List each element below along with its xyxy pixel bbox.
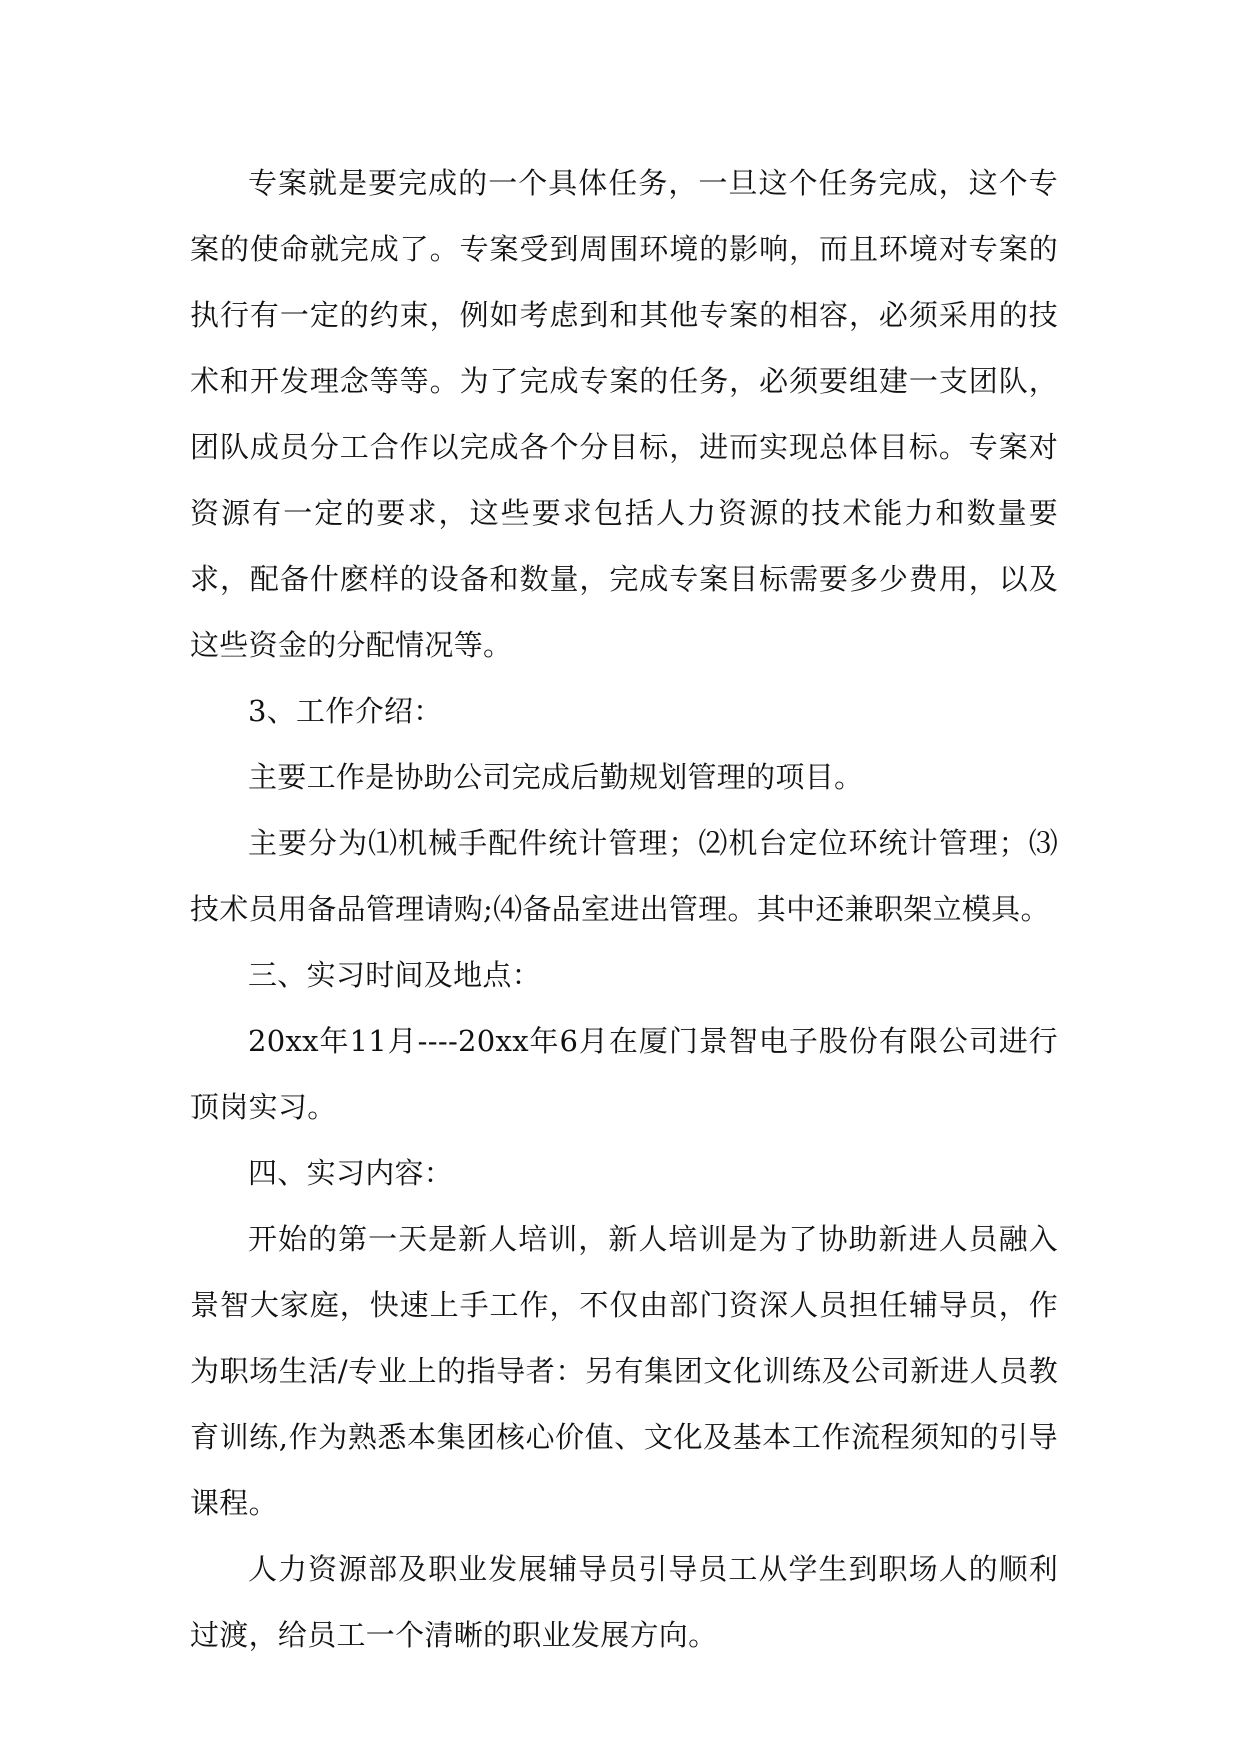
heading-work-introduction: 3、工作介绍：: [248, 694, 443, 728]
paragraph-career-guidance: 人力资源部及职业发展辅导员引导员工从学生到职场人的顺利过渡，给员工一个清晰的职业发展方向。: [190, 1552, 1058, 1652]
heading-internship-content: 四、实习内容：: [248, 1156, 454, 1190]
document-body: [190, 150, 1058, 1668]
paragraph-work-breakdown: 主要分为⑴机械手配件统计管理；⑵机台定位环统计管理；⑶技术员用备品管理请购;⑷备品室进出管理。其中还兼职架立模具。: [190, 826, 1058, 926]
paragraph-main-work: 主要工作是协助公司完成后勤规划管理的项目。: [248, 760, 864, 794]
paragraph-new-hire-training: 开始的第一天是新人培训，新人培训是为了协助新进人员融入景智大家庭，快速上手工作，不仅由部门资深人员担任辅导员，作为职场生活/专业上的指导者：另有集团文化训练及公司新进人员教育训练,作为熟悉本集团核心价值、文化及基本工作流程须知的引导课程。: [190, 1222, 1058, 1520]
paragraph-internship-time-place: 20xx年11月----20xx年6月在厦门景智电子股份有限公司进行顶岗实习。: [190, 1024, 1058, 1124]
heading-internship-time-place: 三、实习时间及地点：: [248, 958, 542, 992]
paragraph-project-definition: 专案就是要完成的一个具体任务，一旦这个任务完成，这个专案的使命就完成了。专案受到周围环境的影响，而且环境对专案的执行有一定的约束，例如考虑到和其他专案的相容，必须采用的技术和开发理念等等。为了完成专案的任务，必须要组建一支团队，团队成员分工合作以完成各个分目标，进而实现总体目标。专案对资源有一定的要求，这些要求包括人力资源的技术能力和数量要求，配备什麽样的设备和数量，完成专案目标需要多少费用，以及这些资金的分配情况等。: [190, 166, 1058, 662]
